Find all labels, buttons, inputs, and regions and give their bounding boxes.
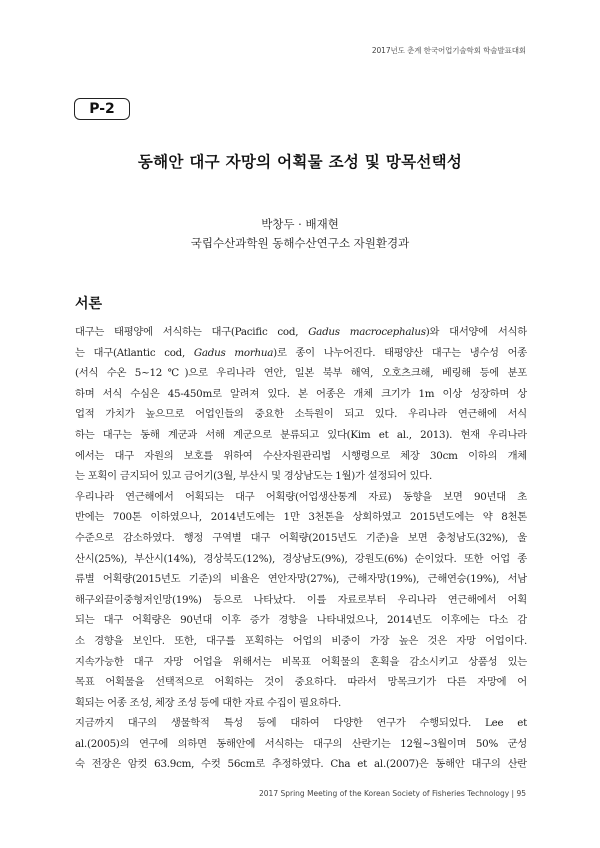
author-names: 박창두 · 배재현 [261, 217, 339, 231]
author-block [0, 215, 600, 253]
body-line: 산시(25%), 부산시(14%), 경상북도(12%), 경상남도(9%), 강원도(6%) 순이었다. 또한 어업 종 [75, 552, 527, 565]
body-line: 하며 서식 수심은 45-450m로 알려져 있다. 본 어종은 개체 크기가 1m 이상 성장하며 상 [75, 387, 527, 400]
body-line: 수준으로 감소하였다. 행정 구역별 대구 어획량(2015년도 기준)을 보면 충청남도(32%), 울 [75, 531, 527, 544]
body-line: 소 경향을 보인다. 또한, 대구를 포획하는 어업의 비중이 가장 높은 것은 자망 어업이다. [75, 634, 527, 647]
poster-number-badge: P-2 [74, 98, 130, 120]
body-line: 해구외끌이중형저인망(19%) 등으로 나타났다. 이를 자료로부터 우리나라 연근해에서 어획 [75, 593, 527, 606]
body-line: (서식 수온 5~12℃)으로 우리나라 연안, 일본 북부 해역, 오호츠크해, 베링해 등에 분포 [75, 367, 527, 380]
conference-header: 2017년도 춘계 한국어업기술학회 학술발표대회 [371, 46, 526, 55]
section-heading: 서론 [75, 296, 103, 312]
body-line: 업적 가치가 높으므로 어업인들의 중요한 소득원이 되고 있다. 우리나라 연근해에 서식 [75, 408, 527, 421]
body-line: 하는 대구는 동해 계군과 서해 계군으로 분류되고 있다(Kim et al., 2013). 현재 우리나라 [75, 428, 527, 441]
body-line: 획되는 어종 조성, 체장 조성 등에 대한 자료 수집이 필요하다. [75, 696, 341, 709]
body-line: 는 대구(Atlantic cod, Gadus morhua)로 종이 나누어진다. 태평양산 대구는 냉수성 어종 [75, 346, 527, 359]
author-affiliation: 국립수산과학원 동해수산연구소 자원환경과 [190, 236, 410, 250]
body-line: 되는 대구 어획량은 90년대 이후 증가 경향을 나타내었으나, 2014년도 이후에는 다소 감 [75, 614, 527, 627]
page-footer: 2017 Spring Meeting of the Korean Society of Fisheries Technology | 95 [259, 789, 526, 798]
body-text [75, 322, 527, 775]
body-line: 지금까지 대구의 생물학적 특성 등에 대하여 다양한 연구가 수행되었다. Lee et [75, 717, 527, 730]
body-line: 목표 어획물을 선택적으로 어획하는 것이 중요하다. 따라서 망목크기가 다른 자망에 어 [75, 676, 527, 689]
body-line: 는 포획이 금지되어 있고 금어기(3월, 부산시 및 경상남도는 1월)가 설정되어 있다. [75, 470, 433, 483]
body-line: 류별 어획량(2015년도 기준)의 비율은 연안자망(27%), 근해자망(19%), 근해연승(19%), 서남 [75, 573, 527, 586]
body-line: 우리나라 연근해에서 어획되는 대구 어획량(어업생산통계 자료) 동향을 보면 90년대 초 [75, 490, 527, 503]
body-line: 숙 전장은 암컷 63.9cm, 수컷 56cm로 추정하였다. Cha et al.(2007)은 동해안 대구의 산란 [75, 758, 527, 771]
body-line: al.(2005)의 연구에 의하면 동해안에 서식하는 대구의 산란기는 12월~3월이며 50% 군성 [75, 737, 527, 750]
body-line: 지속가능한 대구 자망 어업을 위해서는 비목표 어획물의 혼획을 감소시키고 상품성 있는 [75, 655, 527, 668]
body-line: 대구는 태평양에 서식하는 대구(Pacific cod, Gadus macrocephalus)와 대서양에 서식하 [75, 326, 527, 338]
paper-title: 동해안 대구 자망의 어획물 조성 및 망목선택성 [137, 152, 463, 171]
body-line: 에서는 대구 자원의 보호를 위하여 수산자원관리법 시행령으로 체장 30cm 이하의 개체 [75, 449, 527, 462]
body-line: 반에는 700톤 이하였으나, 2014년도에는 1만 3천톤을 상회하였고 2015년도에는 약 8천톤 [75, 511, 527, 524]
